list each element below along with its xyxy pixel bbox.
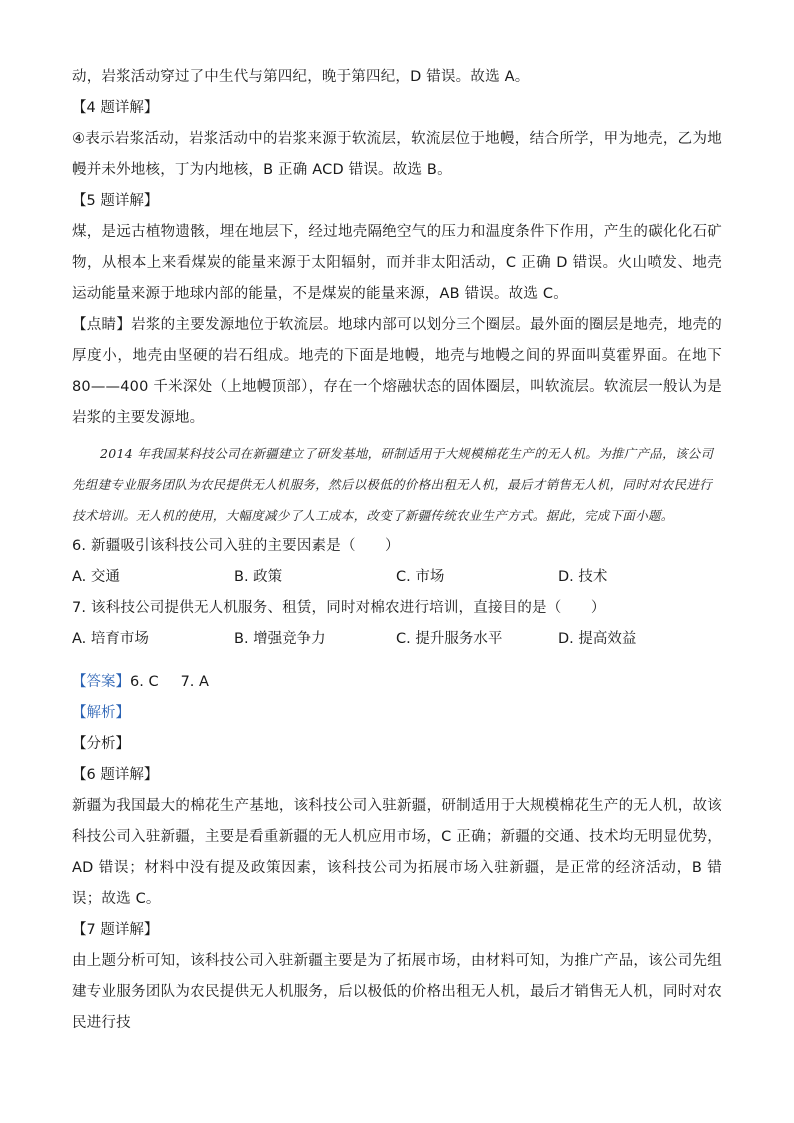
fenxi-label: 【分析】 <box>72 736 130 752</box>
q7-detail-heading: 【7 题详解】 <box>72 922 159 938</box>
q4-explanation: ④表示岩浆活动，岩浆活动中的岩浆来源于软流层，软流层位于地幔，结合所学，甲为地壳，乙为地幔并未外地核，丁为内地核，B 正确 ACD 错误。故选 B。 <box>72 131 722 178</box>
q5-heading: 【5 题详解】 <box>72 193 159 209</box>
q6-stem: 6. 新疆吸引该科技公司入驻的主要因素是（ ） <box>72 538 400 554</box>
answer-row <box>72 667 722 698</box>
q7-option-c: C. 提升服务水平 <box>396 631 503 647</box>
paragraph-q3-tail: 动，岩浆活动穿过了中生代与第四纪，晚于第四纪，D 错误。故选 A。 <box>72 69 530 85</box>
jiexi-label: 【解析】 <box>72 705 130 721</box>
q6-option-d: D. 技术 <box>558 569 608 585</box>
q6-option-a: A. 交通 <box>72 569 120 585</box>
q7-options <box>72 624 722 655</box>
q5-explanation: 煤，是远古植物遗骸，埋在地层下，经过地壳隔绝空气的压力和温度条件下作用，产生的碳化化石矿物，从根本上来看煤炭的能量来源于太阳辐射，而并非太阳活动，C 正确 D 错误。火山喷发、地壳运动能量来源于地球内部的能量，不是煤炭的能量来源，AB 错误。故选 C。 <box>72 224 722 302</box>
q7-option-a: A. 培育市场 <box>72 631 149 647</box>
q6-options <box>72 562 722 593</box>
q6-option-c: C. 市场 <box>396 569 445 585</box>
q7-option-d: D. 提高效益 <box>558 631 637 647</box>
reading-passage: 2014 年我国某科技公司在新疆建立了研发基地，研制适用于大规模棉花生产的无人机。为推广产品，该公司先组建专业服务团队为农民提供无人机服务，然后以极低的价格出租无人机，最后才销售无人机，同时对农民进行技术培训。无人机的使用，大幅度减少了人工成本，改变了新疆传统农业生产方式。据此，完成下面小题。 <box>72 446 714 523</box>
document-page <box>72 62 722 1039</box>
q7-stem: 7. 该科技公司提供无人机服务、租赁，同时对棉农进行培训，直接目的是（ ） <box>72 600 606 616</box>
q6-option-b: B. 政策 <box>234 569 283 585</box>
dianjing-text: 岩浆的主要发源地位于软流层。地球内部可以划分三个圈层。最外面的圈层是地壳，地壳的厚度小，地壳由坚硬的岩石组成。地壳的下面是地幔，地壳与地幔之间的界面叫莫霍界面。在地下 80——400 千米深处（上地幔顶部），存在一个熔融状态的固体圈层，叫软流层。软流层一般认为是岩浆的主要发源地。 <box>72 317 722 426</box>
answer-7: 7. A <box>180 674 209 690</box>
q4-heading: 【4 题详解】 <box>72 100 159 116</box>
q7-option-b: B. 增强竞争力 <box>234 631 326 647</box>
answer-6: 6. C <box>130 674 159 690</box>
dianjing-note <box>72 310 722 434</box>
answer-label: 【答案】 <box>72 674 130 690</box>
q6-detail-heading: 【6 题详解】 <box>72 767 159 783</box>
q6-detail-text: 新疆为我国最大的棉花生产基地，该科技公司入驻新疆，研制适用于大规模棉花生产的无人机，故该科技公司入驻新疆，主要是看重新疆的无人机应用市场，C 正确；新疆的交通、技术均无明显优势，AD 错误；材料中没有提及政策因素，该科技公司为拓展市场入驻新疆，是正常的经济活动，B 错误；故选 C。 <box>72 798 722 907</box>
q7-detail-text: 由上题分析可知，该科技公司入驻新疆主要是为了拓展市场，由材料可知，为推广产品，该公司先组建专业服务团队为农民提供无人机服务，后以极低的价格出租无人机，最后才销售无人机，同时对农民进行技 <box>72 953 722 1031</box>
dianjing-label: 【点睛】 <box>72 317 132 333</box>
